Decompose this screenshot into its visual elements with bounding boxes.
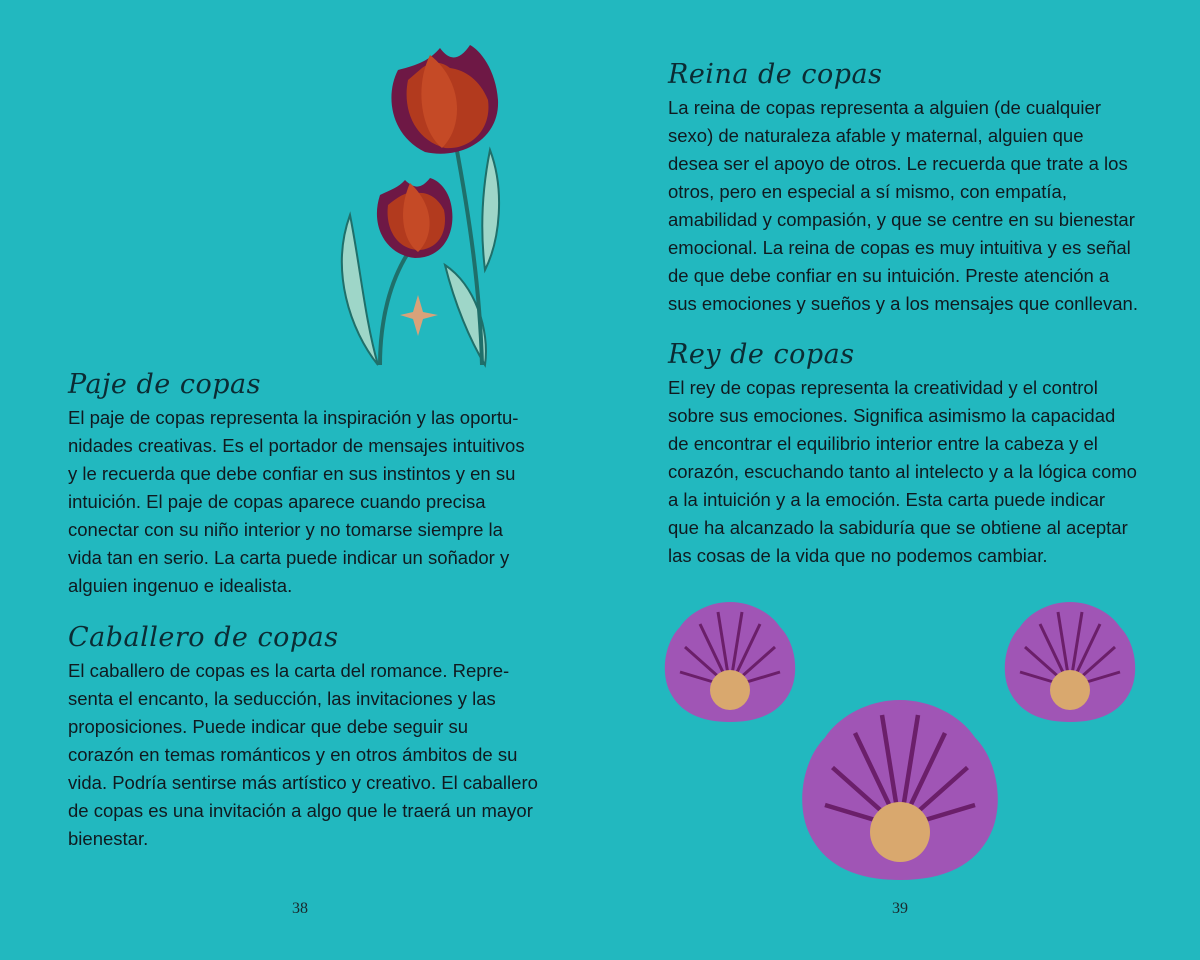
seashells-icon <box>660 600 1140 880</box>
section-title: Reina de copas <box>668 59 883 90</box>
section-reina-de-copas <box>668 60 1138 318</box>
section-body: El rey de copas representa la creatividad y el control sobre sus emociones. Significa asimismo la capacidad de encontrar el equilibrio interior entre la cabeza y el corazón, escuchando tanto al intelecto y a la lógica como a la intuición y a la emoción. Esta carta puede indicar que ha alcanzado la sabiduría que se obtiene al aceptar las cosas de la vida que no podemos cambiar. <box>668 377 1137 566</box>
section-title: Caballero de copas <box>68 622 339 653</box>
section-body: El caballero de copas es la carta del romance. Repre-senta el encanto, la seducción, las invitaciones y las proposiciones. Puede indicar que debe seguir su corazón en temas románticos y en otros ámbitos de su vida. Podría sentirse más artístico y creativo. El caballero de copas es una invitación a algo que le traerá un mayor bienestar. <box>68 660 538 849</box>
right-page <box>600 0 1200 960</box>
section-title: Paje de copas <box>68 369 261 400</box>
section-body: La reina de copas representa a alguien (de cualquier sexo) de naturaleza afable y maternal, alguien que desea ser el apoyo de otros. Le recuerda que trate a los otros, pero en especial a sí mismo, con empatía, amabilidad y compasión, y que se centre en su bienestar emocional. La reina de copas es muy intuitiva y es señal de que debe confiar en su intuición. Preste atención a sus emociones y sueños y a los mensajes que conllevan. <box>668 97 1138 314</box>
page-number-left: 38 <box>292 900 308 917</box>
section-paje-de-copas <box>68 370 538 600</box>
section-caballero-de-copas <box>68 623 538 853</box>
section-body: El paje de copas representa la inspiración y las oportu-nidades creativas. Es el portador de mensajes intuitivos y le recuerda que debe confiar en sus instintos y en su intuición. El paje de copas aparece cuando precisa conectar con su niño interior y no tomarse siempre la vida tan en serio. La carta puede indicar un soñador y alguien ingenuo e idealista. <box>68 407 525 596</box>
section-title: Rey de copas <box>668 339 855 370</box>
page-number-right: 39 <box>892 900 908 917</box>
tulip-flowers-icon <box>330 40 510 370</box>
section-rey-de-copas <box>668 340 1138 570</box>
